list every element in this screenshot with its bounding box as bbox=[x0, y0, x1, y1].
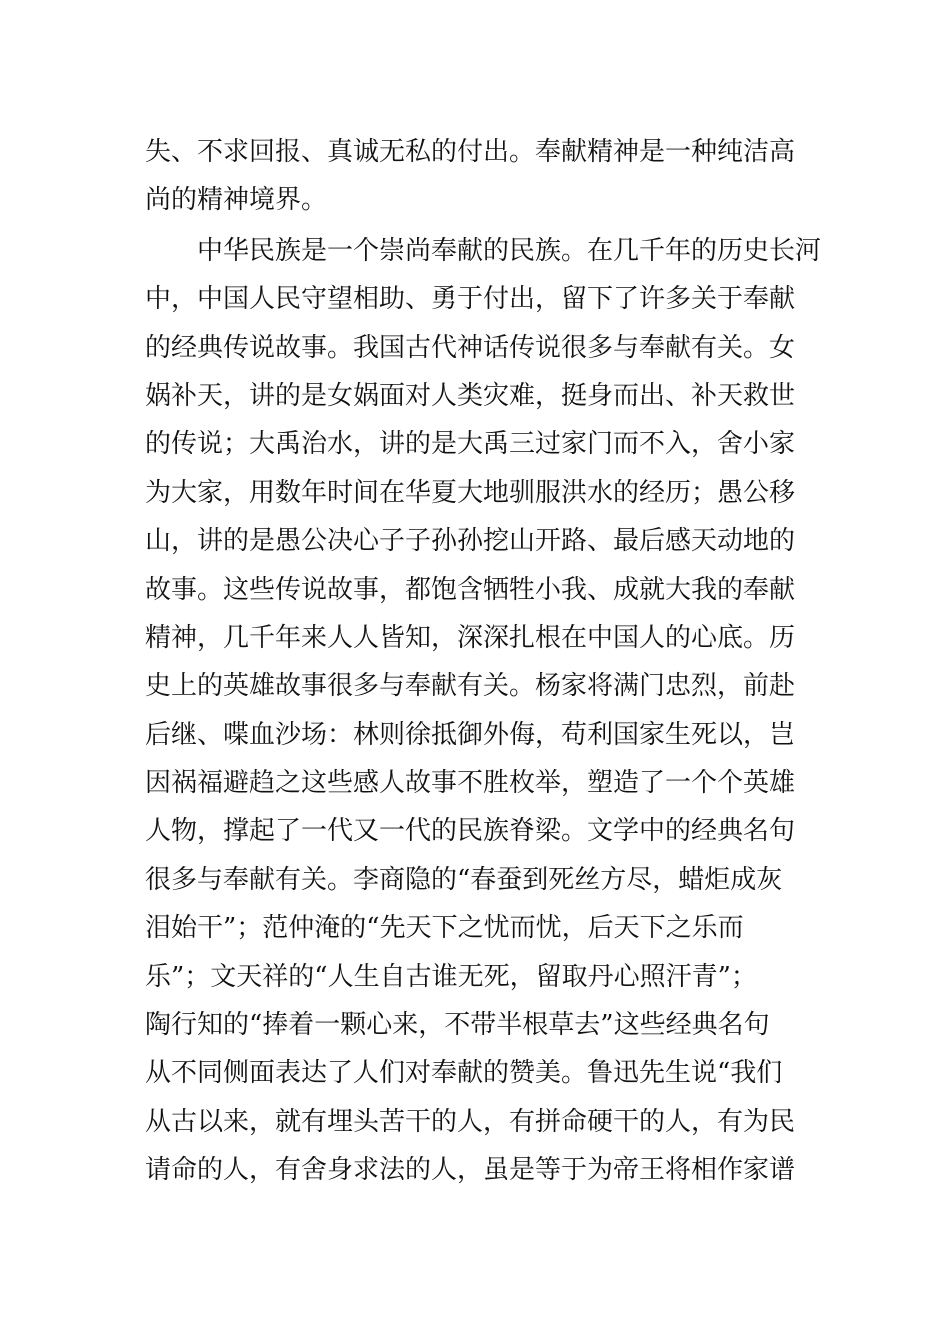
text-line: 从不同侧面表达了人们对奉献的赞美。鲁迅先生说“我们 bbox=[145, 1058, 783, 1089]
text-line: 中，中国人民守望相助、勇于付出，留下了许多关于奉献 bbox=[145, 284, 796, 315]
text-line: 的经典传说故事。我国古代神话传说很多与奉献有关。女 bbox=[145, 332, 796, 363]
text-line: 史上的英雄故事很多与奉献有关。杨家将满门忠烈，前赴 bbox=[145, 671, 796, 702]
text-line: 山，讲的是愚公决心子子孙孙挖山开路、最后感天动地的 bbox=[145, 526, 796, 557]
text-line: 故事。这些传说故事，都饱含牺牲小我、成就大我的奉献 bbox=[145, 574, 796, 605]
body-text bbox=[145, 128, 822, 1195]
text-line: 后继、喋血沙场：林则徐抵御外侮，苟利国家生死以，岂 bbox=[145, 719, 796, 750]
text-line: 娲补天，讲的是女娲面对人类灾难，挺身而出、补天救世 bbox=[145, 380, 796, 411]
text-line: 陶行知的“捧着一颗心来，不带半根草去”这些经典名句 bbox=[145, 1010, 770, 1041]
text-line: 人物，撑起了一代又一代的民族脊梁。文学中的经典名句 bbox=[145, 816, 796, 847]
text-line: 因祸福避趋之这些感人故事不胜枚举，塑造了一个个英雄 bbox=[145, 768, 796, 799]
text-line: 失、不求回报、真诚无私的付出。奉献精神是一种纯洁高 bbox=[145, 137, 796, 167]
text-line: 请命的人，有舍身求法的人，虽是等于为帝王将相作家谱 bbox=[145, 1155, 796, 1186]
text-line: 中华民族是一个崇尚奉献的民族。在几千年的历史长河 bbox=[145, 235, 822, 266]
text-line: 从古以来，就有埋头苦干的人，有拼命硬干的人，有为民 bbox=[145, 1106, 796, 1137]
text-line: 精神，几千年来人人皆知，深深扎根在中国人的心底。历 bbox=[145, 622, 796, 653]
text-line: 尚的精神境界。 bbox=[145, 185, 328, 216]
text-line: 很多与奉献有关。李商隐的“春蚕到死丝方尽，蜡炬成灰 bbox=[145, 864, 783, 895]
text-line: 乐”；文天祥的“人生自古谁无死，留取丹心照汗青”； bbox=[145, 961, 757, 992]
text-line: 的传说；大禹治水，讲的是大禹三过家门而不入，舍小家 bbox=[145, 429, 796, 460]
text-line: 泪始干”；范仲淹的“先天下之忧而忧，后天下之乐而 bbox=[145, 913, 744, 944]
text-line: 为大家，用数年时间在华夏大地驯服洪水的经历；愚公移 bbox=[145, 477, 796, 508]
